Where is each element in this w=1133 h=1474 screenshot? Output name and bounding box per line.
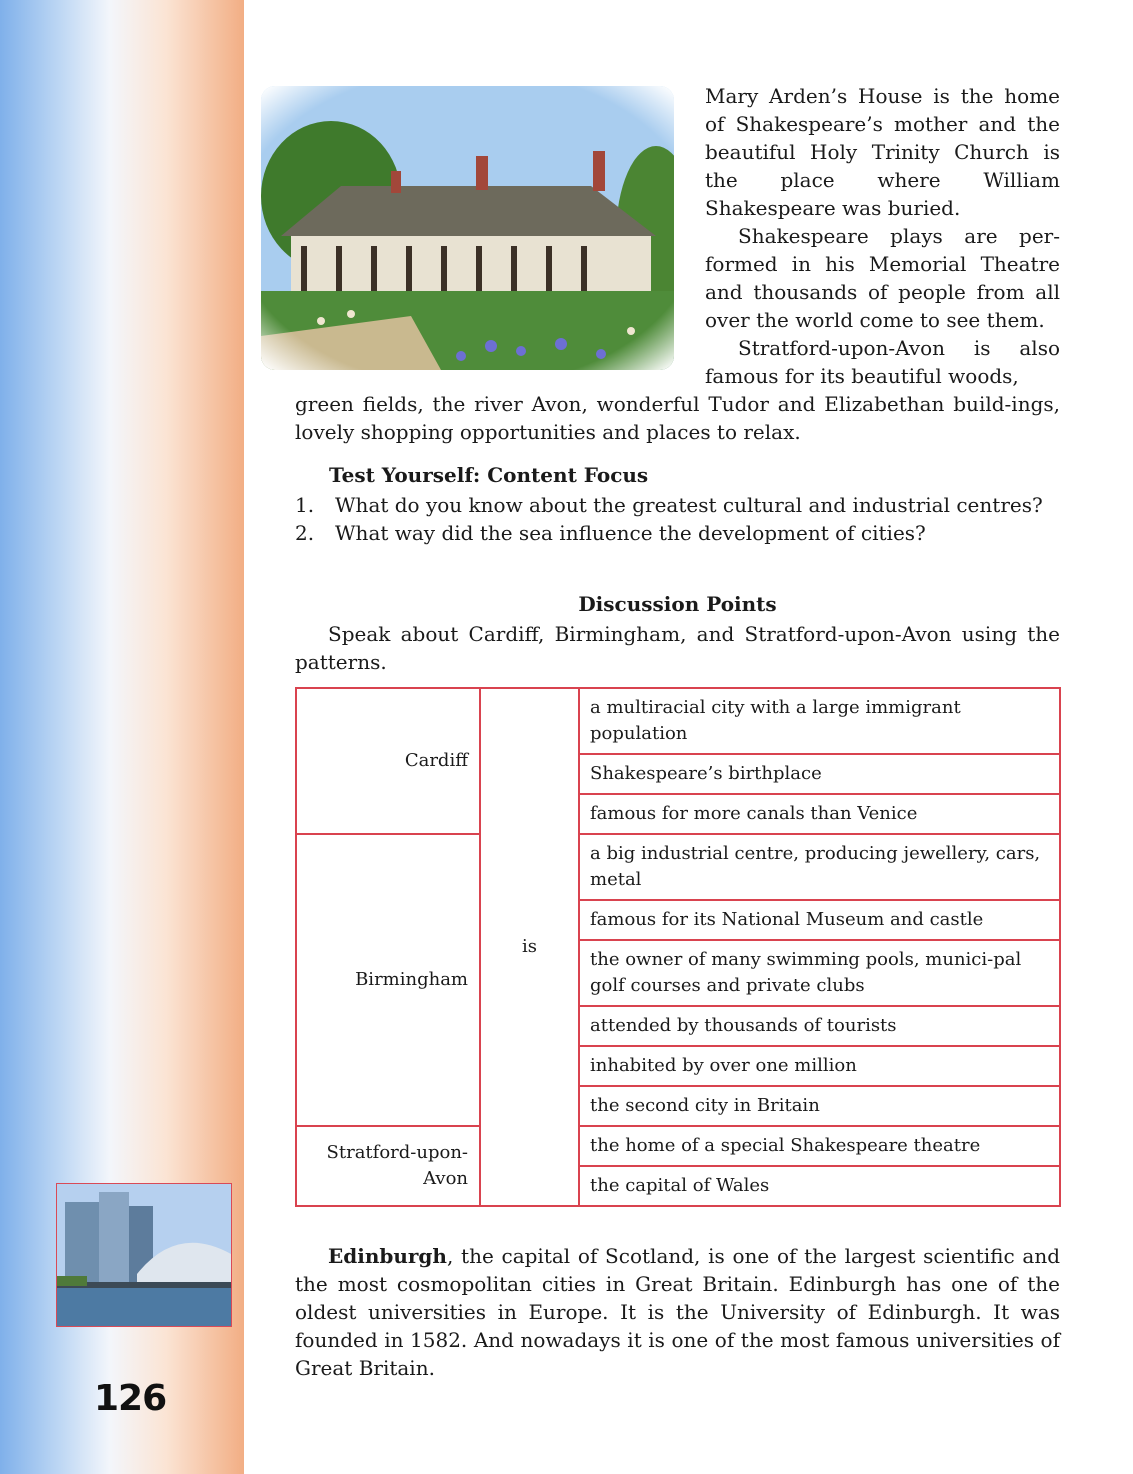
discussion-instruction-block — [295, 620, 1060, 676]
pattern-option: a multiracial city with a large immigrant population — [579, 688, 1060, 754]
discussion-heading: Discussion Points — [578, 592, 777, 616]
city-stratford-upon-avon: Stratford-upon-Avon — [296, 1126, 480, 1206]
intro-paragraph-3-end: green fields, the river Avon, wonderful Tudor and Elizabethan build-ings, lovely shopping opportunities and places to relax. — [295, 392, 1060, 444]
pattern-option: attended by thousands of tourists — [579, 1006, 1060, 1046]
edinburgh-paragraph — [295, 1242, 1060, 1382]
edinburgh-paragraph-block — [295, 1242, 1060, 1382]
pattern-option: the second city in Britain — [579, 1086, 1060, 1126]
city-cardiff: Cardiff — [296, 688, 480, 834]
question-list — [295, 491, 1060, 547]
pattern-option: famous for more canals than Venice — [579, 794, 1060, 834]
verb-is: is — [480, 688, 579, 1206]
intro-paragraph-3-start: Stratford-upon-Avon is also famous for its beautiful woods, — [705, 336, 1060, 388]
question-text: What do you know about the greatest cultural and industrial centres? — [335, 493, 1043, 517]
discussion-instruction: Speak about Cardiff, Birmingham, and Stratford-upon-Avon using the patterns. — [295, 622, 1060, 674]
city-birmingham: Birmingham — [296, 834, 480, 1126]
edinburgh-text: , the capital of Scotland, is one of the largest scientific and the most cosmopolitan cities in Great Britain. Edinburgh has one of the oldest universities in Europe. It is the University of Edinburgh. It was founded in 1582. And nowadays it is one of the most famous universities of Great Britain. — [295, 1244, 1060, 1380]
intro-paragraph-2: Shakespeare plays are per-formed in his Memorial Theatre and thousands of people from all over the world come to see them. — [705, 224, 1060, 332]
intro-paragraph-1: Mary Arden’s House is the home of Shakespeare’s mother and the beautiful Holy Trinity Church is the place where William Shakespeare was buried. — [705, 84, 1060, 220]
intro-paragraph-3-continued — [295, 390, 1060, 446]
test-yourself-heading: Test Yourself: Content Focus — [329, 463, 649, 487]
pattern-option: a big industrial centre, producing jewellery, cars, metal — [579, 834, 1060, 900]
pattern-option: the capital of Wales — [579, 1166, 1060, 1206]
pattern-option: inhabited by over one million — [579, 1046, 1060, 1086]
pattern-option: famous for its National Museum and castle — [579, 900, 1060, 940]
question-number: 1. — [295, 493, 315, 517]
question-item — [295, 491, 1060, 519]
question-text: What way did the sea influence the development of cities? — [335, 521, 926, 545]
pattern-option: the home of a special Shakespeare theatre — [579, 1126, 1060, 1166]
edinburgh-photo — [56, 1183, 232, 1327]
intro-paragraphs — [705, 82, 1060, 390]
edinburgh-bold-word: Edinburgh — [328, 1244, 447, 1268]
question-number: 2. — [295, 521, 315, 545]
question-item — [295, 519, 1060, 547]
page-number: 126 — [94, 1378, 167, 1419]
anne-hathaway-cottage-photo — [261, 86, 674, 370]
pattern-table — [295, 687, 1061, 1207]
pattern-option: the owner of many swimming pools, munici-pal golf courses and private clubs — [579, 940, 1060, 1006]
pattern-option: Shakespeare’s birthplace — [579, 754, 1060, 794]
